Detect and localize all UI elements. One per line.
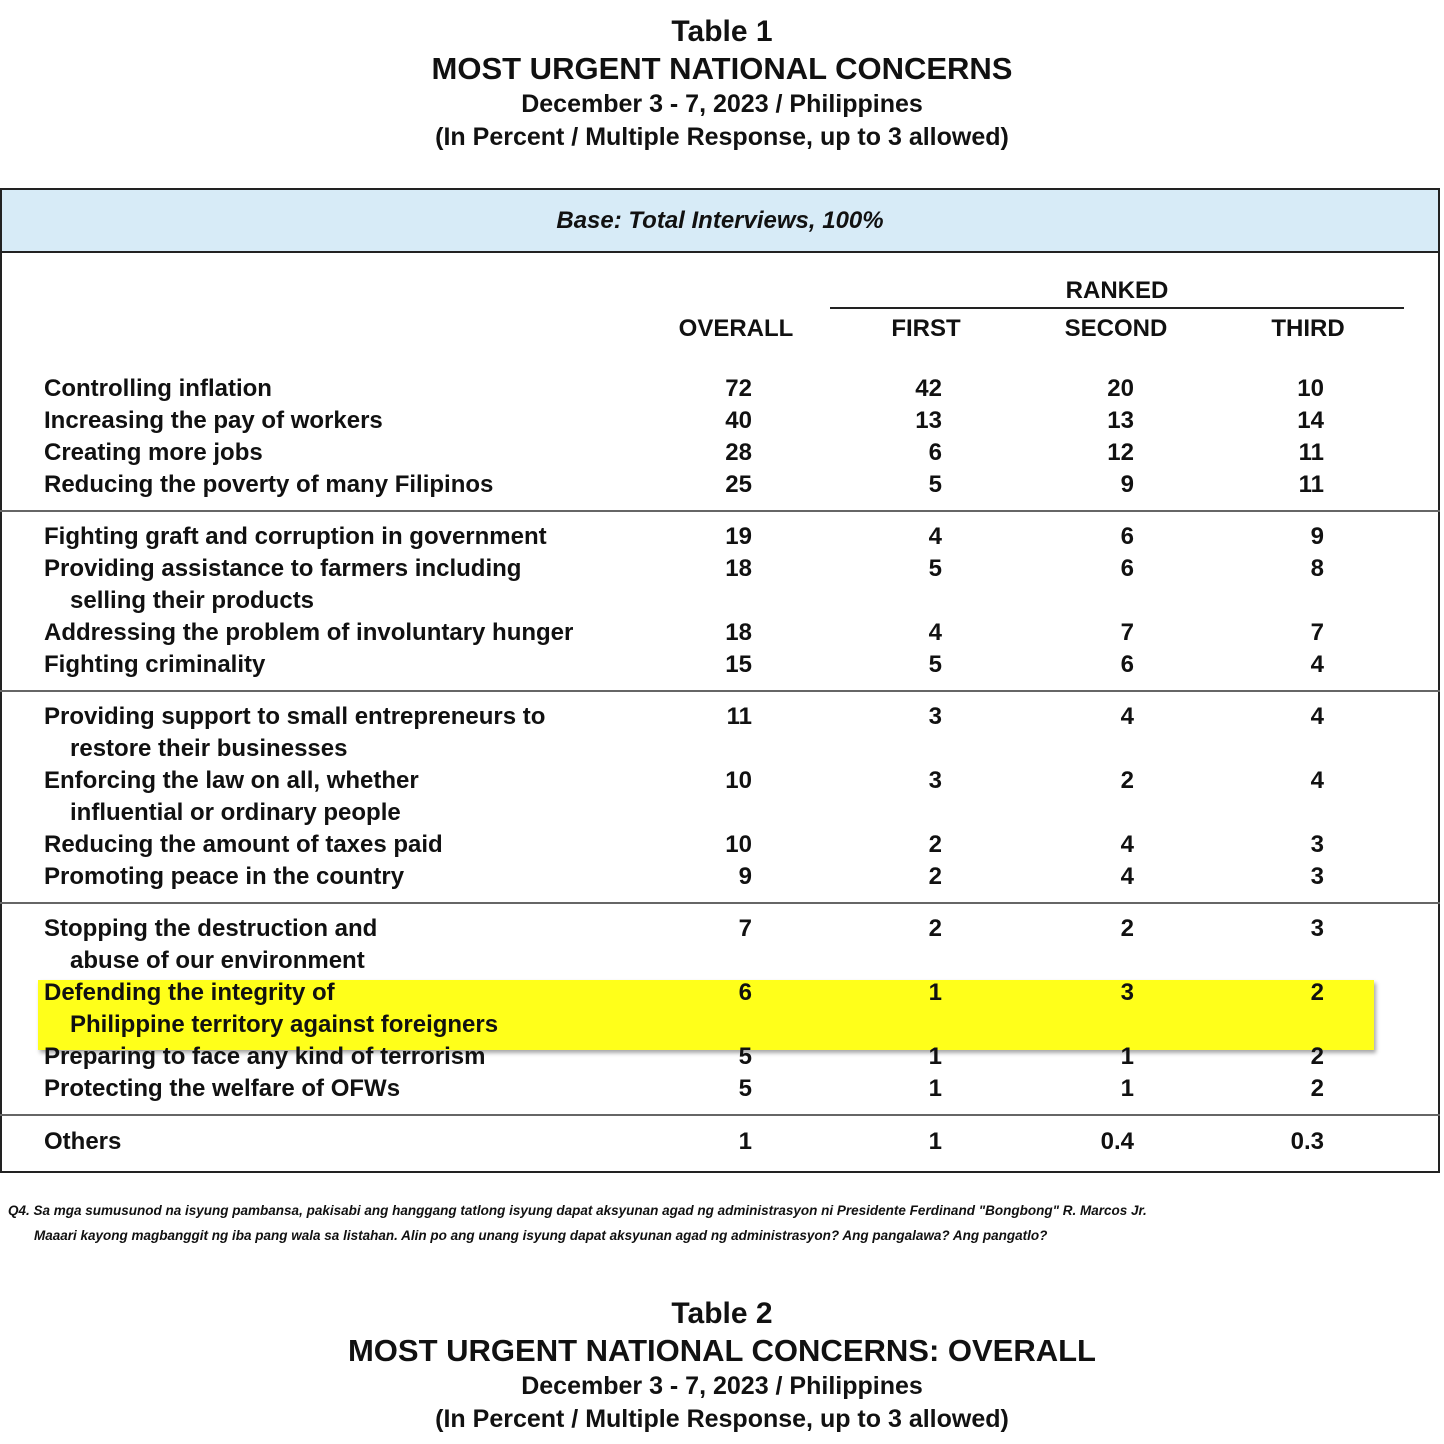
row-label: Creating more jobs (44, 439, 263, 466)
cell-third: 4 (1310, 703, 1324, 730)
cell-first: 3 (928, 703, 942, 730)
cell-first: 1 (928, 1043, 942, 1070)
cell-overall: 28 (725, 439, 752, 466)
cell-second: 3 (1120, 979, 1134, 1006)
table1-title: MOST URGENT NATIONAL CONCERNS (431, 51, 1013, 86)
cell-overall: 10 (725, 767, 752, 794)
row-label: Controlling inflation (44, 375, 272, 402)
cell-overall: 5 (738, 1043, 752, 1070)
cell-first: 1 (928, 979, 942, 1006)
row-label: Addressing the problem of involuntary hunger (44, 619, 574, 646)
cell-second: 13 (1107, 407, 1134, 434)
cell-third: 4 (1310, 651, 1324, 678)
cell-third: 2 (1310, 979, 1324, 1006)
cell-overall: 5 (738, 1075, 752, 1102)
col-header-second: SECOND (1064, 315, 1168, 342)
table2-note: (In Percent / Multiple Response, up to 3 allowed) (435, 1405, 1009, 1433)
cell-third: 3 (1310, 863, 1324, 890)
cell-first: 6 (928, 439, 942, 466)
cell-second: 6 (1120, 523, 1134, 550)
row-label: Reducing the poverty of many Filipinos (44, 471, 494, 498)
group-separator (0, 510, 1440, 512)
cell-first: 42 (915, 375, 942, 402)
table-row (0, 617, 1440, 649)
row-label: Protecting the welfare of OFWs (44, 1075, 401, 1102)
table-row-highlighted (0, 977, 1440, 1038)
table2-label: Table 2 (671, 1297, 773, 1330)
cell-third: 9 (1310, 523, 1324, 550)
footnote (8, 1198, 1428, 1248)
row-label-line2: restore their businesses (70, 735, 348, 762)
col-header-third: THIRD (1271, 315, 1345, 342)
table-row (0, 861, 1440, 893)
row-label-line1: Enforcing the law on all, whether (44, 767, 419, 794)
table-row-others (0, 1126, 1440, 1158)
table-row (0, 913, 1440, 974)
cell-overall: 40 (725, 407, 752, 434)
cell-overall: 1 (738, 1128, 752, 1155)
cell-second: 0.4 (1100, 1128, 1134, 1155)
row-label (44, 913, 377, 977)
cell-overall: 15 (725, 651, 752, 678)
cell-overall: 10 (725, 831, 752, 858)
cell-third: 14 (1297, 407, 1324, 434)
row-label: Others (44, 1128, 122, 1155)
cell-first: 5 (928, 651, 942, 678)
row-label: Increasing the pay of workers (44, 407, 383, 434)
cell-first: 3 (928, 767, 942, 794)
table-row (0, 553, 1440, 614)
cell-first: 1 (928, 1128, 942, 1155)
base-banner: Base: Total Interviews, 100% (2, 190, 1438, 253)
row-label-line2: influential or ordinary people (70, 799, 401, 826)
cell-third: 8 (1310, 555, 1324, 582)
row-label-line1: Providing support to small entrepreneurs to (44, 703, 546, 730)
cell-third: 11 (1298, 471, 1324, 498)
table-row (0, 701, 1440, 762)
table-row (0, 469, 1440, 501)
row-label: Promoting peace in the country (44, 863, 405, 890)
cell-second: 2 (1120, 915, 1134, 942)
cell-third: 2 (1310, 1043, 1324, 1070)
cell-third: 10 (1297, 375, 1324, 402)
footnote-line1: Q4. Sa mga sumusunod na isyung pambansa, pakisabi ang hanggang tatlong isyung dapat aksyunan agad ng administrasyon ni Presidente Ferdinand "Bongbong" R. Marcos Jr. (8, 1203, 1147, 1218)
cell-third: 7 (1310, 619, 1324, 646)
table-row (0, 1073, 1440, 1105)
cell-first: 1 (928, 1075, 942, 1102)
ranked-underline (830, 307, 1404, 309)
cell-second: 2 (1120, 767, 1134, 794)
cell-overall: 6 (738, 979, 752, 1006)
cell-overall: 19 (725, 523, 752, 550)
table-row (0, 521, 1440, 553)
cell-overall: 7 (738, 915, 752, 942)
table1-note: (In Percent / Multiple Response, up to 3 allowed) (435, 123, 1009, 151)
group-separator (0, 690, 1440, 692)
table-row (0, 765, 1440, 826)
row-label: Fighting graft and corruption in government (44, 523, 547, 550)
cell-third: 11 (1298, 439, 1324, 466)
cell-second: 6 (1120, 555, 1134, 582)
table1-date-line: December 3 - 7, 2023 / Philippines (521, 90, 923, 118)
table1-heading (0, 14, 1444, 154)
col-header-first: FIRST (891, 315, 961, 342)
row-label-line1: Defending the integrity of (44, 979, 335, 1006)
cell-second: 1 (1120, 1075, 1134, 1102)
group-separator (0, 902, 1440, 904)
cell-first: 2 (928, 831, 942, 858)
table-row (0, 437, 1440, 469)
row-label (44, 701, 545, 765)
cell-third: 2 (1310, 1075, 1324, 1102)
row-label: Reducing the amount of taxes paid (44, 831, 443, 858)
row-label-line2: Philippine territory against foreigners (70, 1011, 499, 1038)
cell-overall: 72 (725, 375, 752, 402)
cell-first: 4 (928, 523, 942, 550)
cell-second: 4 (1120, 831, 1134, 858)
cell-second: 12 (1107, 439, 1134, 466)
table-row (0, 829, 1440, 861)
row-label-line1: Providing assistance to farmers including (44, 555, 522, 582)
cell-overall: 25 (725, 471, 752, 498)
cell-first: 13 (915, 407, 942, 434)
col-header-overall: OVERALL (678, 315, 794, 342)
cell-third: 0.3 (1290, 1128, 1324, 1155)
cell-overall: 18 (725, 555, 752, 582)
table-row (0, 1041, 1440, 1073)
cell-third: 4 (1310, 767, 1324, 794)
cell-first: 2 (928, 863, 942, 890)
cell-second: 7 (1120, 619, 1134, 646)
cell-overall: 18 (725, 619, 752, 646)
row-label-line2: abuse of our environment (70, 947, 365, 974)
cell-second: 6 (1120, 651, 1134, 678)
row-label: Fighting criminality (44, 651, 266, 678)
cell-first: 4 (928, 619, 942, 646)
cell-third: 3 (1310, 831, 1324, 858)
row-label: Preparing to face any kind of terrorism (44, 1043, 486, 1070)
table2-title: MOST URGENT NATIONAL CONCERNS: OVERALL (347, 1333, 1096, 1368)
table-row (0, 649, 1440, 681)
table-row (0, 405, 1440, 437)
cell-third: 3 (1310, 915, 1324, 942)
ranked-label: RANKED (1065, 277, 1169, 304)
cell-second: 20 (1107, 375, 1134, 402)
table2-heading (0, 1296, 1444, 1436)
row-label-line1: Stopping the destruction and (44, 915, 378, 942)
table2-date-line: December 3 - 7, 2023 / Philippines (521, 1372, 923, 1400)
cell-first: 2 (928, 915, 942, 942)
row-label (44, 765, 419, 829)
row-label (44, 977, 498, 1041)
group-separator (0, 1114, 1440, 1116)
cell-overall: 11 (726, 703, 752, 730)
row-label (44, 553, 521, 617)
cell-second: 4 (1120, 863, 1134, 890)
footnote-line2: Maaari kayong magbanggit ng iba pang wala sa listahan. Alin po ang unang isyung dapat aksyunan agad ng administrasyon? Ang pangalawa? Ang pangatlo? (34, 1228, 1048, 1243)
cell-second: 1 (1120, 1043, 1134, 1070)
table1-label: Table 1 (671, 15, 773, 48)
cell-second: 4 (1120, 703, 1134, 730)
cell-first: 5 (928, 471, 942, 498)
cell-second: 9 (1120, 471, 1134, 498)
table-row (0, 373, 1440, 405)
cell-overall: 9 (738, 863, 752, 890)
row-label-line2: selling their products (70, 587, 315, 614)
cell-first: 5 (928, 555, 942, 582)
